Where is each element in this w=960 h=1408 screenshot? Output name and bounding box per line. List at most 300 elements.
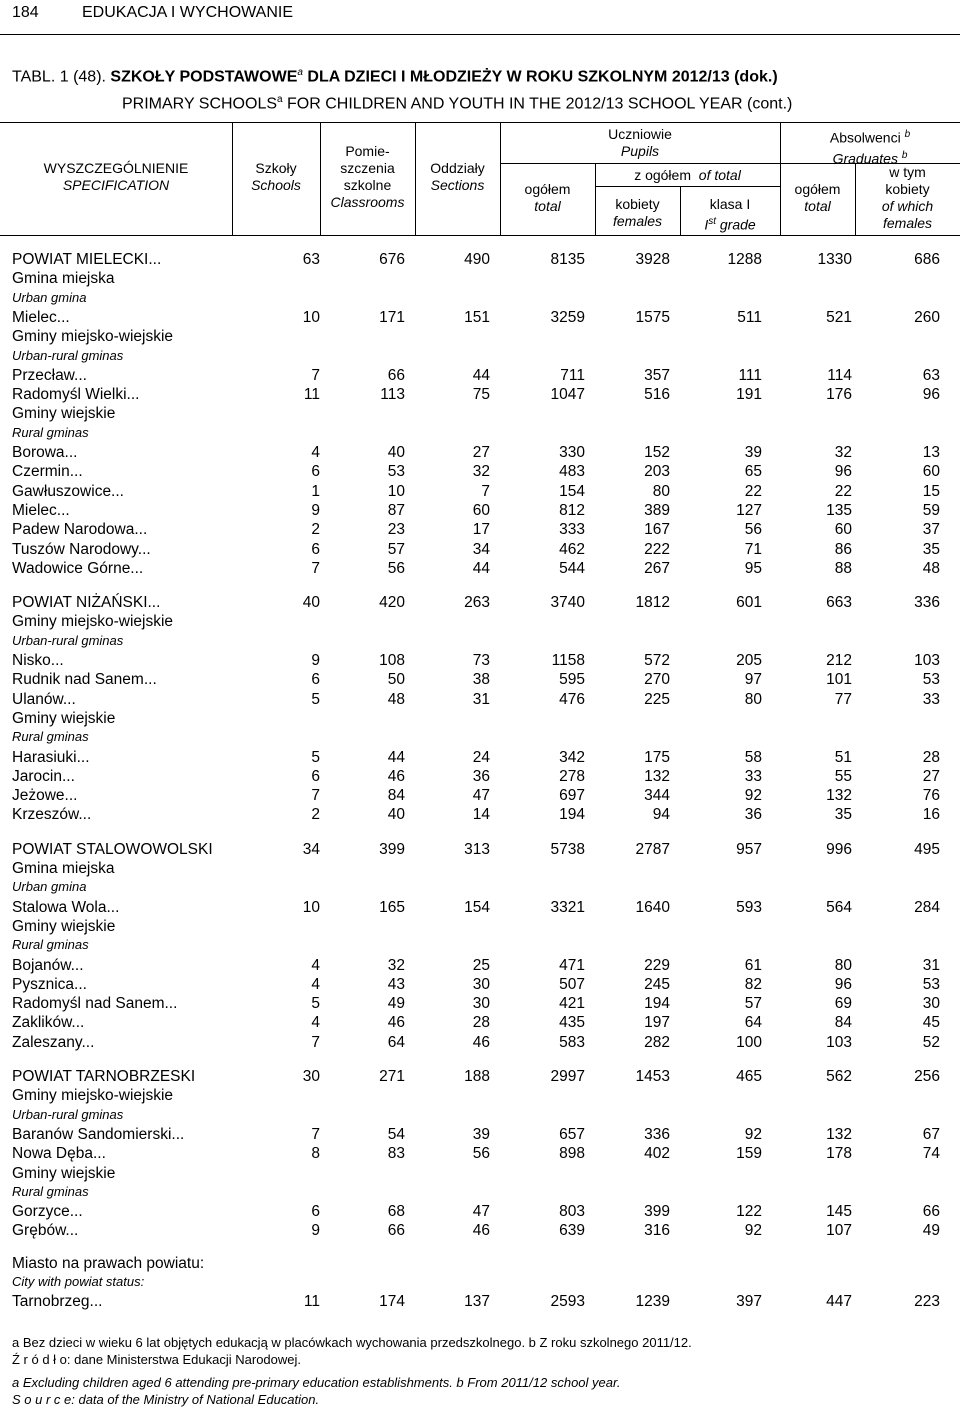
cell-value: 17 [472,521,490,539]
classrooms-pl-1: Pomie- [345,143,390,159]
table-row [0,898,960,917]
cell-value: 40 [387,806,405,824]
cell-value: 1640 [635,898,670,916]
cell-value: 402 [644,1145,670,1163]
cell-value: 593 [736,898,762,916]
table-row [0,786,960,805]
sections-pl: Oddziały [430,160,485,176]
cell-value: 245 [644,975,670,993]
cell-value: 152 [644,444,670,461]
row-label: Gminy wiejskie [12,1164,116,1182]
grade-sup: st [708,216,716,227]
row-label: POWIAT MIELECKI... [12,251,162,268]
sections-en: Sections [430,177,485,193]
cell-value: 1330 [817,251,852,268]
spec-en: SPECIFICATION [62,177,170,193]
row-label: Nisko... [12,652,64,669]
cell-value: 282 [644,1033,670,1051]
table-row [0,1144,960,1163]
cell-value: 64 [744,1014,762,1032]
cell-value: 191 [736,386,762,404]
cell-value: 9 [311,652,320,669]
row-label: Urban-rural gminas [12,632,124,648]
cell-value: 47 [472,787,490,805]
cell-value: 812 [559,501,585,519]
cell-value: 657 [559,1125,585,1143]
cell-value: 9 [311,1222,320,1240]
table-row [0,520,960,539]
cell-value: 65 [744,463,762,481]
cell-value: 33 [922,690,940,708]
cell-value: 73 [472,652,490,669]
cell-value: 167 [644,521,670,539]
title-prefix: TABL. 1 (48). [12,68,111,86]
cell-value: 595 [559,671,585,689]
cell-value: 94 [652,806,670,824]
header-top-rule [0,122,960,123]
table-title-pl [12,67,778,86]
cell-value: 2593 [550,1293,585,1311]
cell-value: 54 [387,1125,405,1143]
cell-value: 7 [311,1125,320,1143]
cell-value: 44 [387,748,405,766]
cell-value: 3259 [550,308,585,326]
cell-value: 6 [311,767,320,785]
group-label [0,1254,960,1273]
cell-value: 76 [922,787,940,805]
cell-value: 77 [834,690,852,708]
cell-value: 50 [387,671,405,689]
cell-value: 67 [922,1125,940,1143]
of-total-header [595,167,780,184]
table-row [0,482,960,501]
cell-value: 447 [826,1293,852,1311]
row-label: Tarnobrzeg... [12,1293,103,1311]
cell-value: 16 [922,806,940,824]
cell-value: 66 [387,1222,405,1240]
cell-value: 174 [379,1293,405,1311]
cell-value: 86 [834,540,852,558]
cell-value: 88 [834,559,852,577]
cell-value: 68 [387,1203,405,1221]
cell-value: 51 [834,748,852,766]
cell-value: 205 [736,652,762,669]
row-label: Wadowice Górne... [12,559,144,577]
running-header [0,0,960,36]
cell-value: 53 [922,975,940,993]
graduates-females-pl-1: w tym [889,164,926,180]
cell-value: 176 [826,386,852,404]
cell-value: 145 [826,1203,852,1221]
group-label [0,404,960,423]
cell-value: 46 [472,1033,490,1051]
cell-value: 9 [311,501,320,519]
cell-value: 84 [834,1014,852,1032]
cell-value: 188 [464,1068,490,1085]
schools-pl: Szkoły [255,160,297,176]
cell-value: 165 [379,898,405,916]
cell-value: 35 [834,806,852,824]
row-label: POWIAT NIŻAŃSKI... [12,594,161,612]
table-row [0,1292,960,1311]
cell-value: 111 [738,366,762,384]
cell-value: 113 [380,386,405,404]
cell-value: 32 [387,956,405,974]
row-label: Zaklików... [12,1014,85,1032]
cell-value: 2 [311,521,320,539]
cell-value: 194 [559,806,585,824]
row-label: Gawłuszowice... [12,482,124,500]
table-row [0,1221,960,1240]
cell-value: 2 [311,806,320,824]
table-row [0,748,960,767]
row-label: Grębów... [12,1222,79,1240]
cell-value: 95 [744,559,762,577]
cell-value: 159 [736,1145,762,1163]
row-label: Rural gminas [12,1183,89,1199]
cell-value: 171 [379,308,405,326]
cell-value: 697 [559,787,585,805]
cell-value: 55 [834,767,852,785]
group-label-en [0,936,960,953]
cell-value: 83 [387,1145,405,1163]
row-label: Radomyśl nad Sanem... [12,995,178,1013]
cell-value: 420 [379,594,405,612]
graduates-females-pl-2: kobiety [885,181,930,197]
table-row [0,250,960,269]
cell-value: 27 [922,767,940,785]
table-row [0,559,960,578]
table-row [0,540,960,559]
cell-value: 1575 [635,308,670,326]
table-row [0,1033,960,1052]
cell-value: 483 [559,463,585,481]
cell-value: 114 [827,366,852,384]
cell-value: 100 [736,1033,762,1051]
footnote-pl-1: a Bez dzieci w wieku 6 lat objętych edukacją w placówkach wychowania przedszkolnego. b Z roku szkolnego 2011/12. [12,1335,692,1350]
pupils-total-en: total [534,198,561,214]
classrooms-pl-3: szkolne [343,177,392,193]
group-label-en [0,728,960,745]
row-label: Rudnik nad Sanem... [12,671,157,689]
cell-value: 56 [744,521,762,539]
table-row [0,1202,960,1221]
graduates-total-en: total [804,198,831,214]
cell-value: 127 [736,501,762,519]
cell-value: 178 [826,1145,852,1163]
cell-value: 53 [922,671,940,689]
cell-value: 803 [559,1203,585,1221]
cell-value: 49 [922,1222,940,1240]
cell-value: 35 [922,540,940,558]
cell-value: 22 [834,482,852,500]
group-label-en [0,289,960,306]
row-label: Gminy wiejskie [12,709,116,727]
cell-value: 471 [559,956,585,974]
cell-value: 7 [481,482,490,500]
group-label [0,917,960,936]
cell-value: 75 [472,386,490,404]
grade-header [680,196,780,234]
group-label [0,709,960,728]
cell-value: 63 [302,251,320,268]
cell-value: 22 [744,482,762,500]
cell-value: 336 [914,594,940,612]
pupils-total-pl: ogółem [524,181,571,197]
row-label: Jeżowe... [12,787,78,805]
cell-value: 333 [559,521,585,539]
cell-value: 47 [472,1203,490,1221]
cell-value: 2787 [635,840,670,858]
row-label: Bojanów... [12,956,84,974]
cell-value: 6 [311,540,320,558]
row-label: Gminy wiejskie [12,405,116,423]
table-row [0,443,960,462]
cell-value: 84 [387,787,405,805]
cell-value: 154 [559,482,585,500]
cell-value: 435 [559,1014,585,1032]
pupils-total-header [500,181,595,215]
group-label-en [0,878,960,895]
cell-value: 399 [379,840,405,858]
cell-value: 313 [464,840,490,858]
cell-value: 39 [744,444,762,461]
cell-value: 46 [472,1222,490,1240]
cell-value: 316 [644,1222,670,1240]
cell-value: 45 [922,1014,940,1032]
graduates-sup: b [904,129,911,140]
cell-value: 28 [472,1014,490,1032]
group-label-en [0,1183,960,1200]
cell-value: 562 [826,1068,852,1085]
cell-value: 74 [922,1145,940,1163]
grade-en-1: I [704,216,709,233]
group-label [0,612,960,631]
row-label: Harasiuki... [12,748,90,766]
cell-value: 5738 [550,840,585,858]
cell-value: 507 [559,975,585,993]
cell-value: 132 [826,787,852,805]
table-row [0,994,960,1013]
cell-value: 151 [464,308,490,326]
table-row [0,308,960,327]
row-label: Krzeszów... [12,806,92,824]
of-total-en: of total [698,167,741,183]
row-label: Gmina miejska [12,270,115,288]
graduates-total-pl: ogółem [794,181,841,197]
schools-en: Schools [251,177,301,193]
cell-value: 212 [826,652,852,669]
cell-value: 957 [736,840,762,858]
group-label-en [0,1106,960,1123]
cell-value: 30 [472,995,490,1013]
cell-value: 2997 [550,1068,585,1085]
row-label: Gminy miejsko-wiejskie [12,328,174,346]
cell-value: 15 [922,482,940,500]
cell-value: 521 [826,308,852,326]
cell-value: 175 [644,748,670,766]
cell-value: 39 [472,1125,490,1143]
group-label-en [0,424,960,441]
cell-value: 69 [834,995,852,1013]
cell-value: 516 [644,386,670,404]
cell-value: 10 [387,482,405,500]
cell-value: 46 [387,1014,405,1032]
graduates-females-header [855,164,960,232]
cell-value: 284 [914,898,940,916]
cell-value: 5 [311,748,320,766]
cell-value: 53 [387,463,405,481]
table-row [0,366,960,385]
title-en-sup: a [277,94,283,105]
title-bold-2: DLA DZIECI I MŁODZIEŻY W ROKU SZKOLNYM 2012/13 (dok.) [302,68,778,86]
sections-header [415,160,500,194]
table-row [0,1067,960,1086]
row-label: Urban-rural gminas [12,347,124,363]
group-label-en [0,1273,960,1290]
cell-value: 11 [303,386,320,404]
cell-value: 97 [744,671,762,689]
group-label [0,859,960,878]
row-label: Pysznica... [12,975,87,993]
cell-value: 10 [302,898,320,916]
cell-value: 5 [311,690,320,708]
cell-value: 3321 [550,898,585,916]
grade-pl: klasa I [709,196,751,212]
cell-value: 711 [560,366,585,384]
cell-value: 194 [644,995,670,1013]
of-total-pl: z ogółem [634,167,691,183]
table-row [0,767,960,786]
row-label: Gminy wiejskie [12,917,116,935]
group-label [0,1164,960,1183]
grade-en-2: grade [715,216,756,233]
cell-value: 82 [744,975,762,993]
table-row [0,670,960,689]
cell-value: 4 [311,975,320,993]
group-label [0,269,960,288]
cell-value: 107 [826,1222,852,1240]
graduates-en-sup: b [901,149,908,161]
graduates-females-en-2: females [882,215,933,231]
group-label-en [0,347,960,364]
pupils-pl: Uczniowie [608,126,672,142]
title-en-2: FOR CHILDREN AND YOUTH IN THE 2012/13 SCHOOL YEAR (cont.) [282,95,793,113]
cell-value: 52 [922,1033,940,1051]
cell-value: 11 [303,1293,320,1311]
cell-value: 1288 [727,251,762,268]
cell-value: 399 [644,1203,670,1221]
row-label: Mielec... [12,501,70,519]
row-label: Urban gmina [12,289,87,305]
classrooms-en: Classrooms [330,194,405,210]
cell-value: 25 [472,956,490,974]
cell-value: 5 [311,995,320,1013]
table-title-en [122,94,792,113]
cell-value: 30 [922,995,940,1013]
cell-value: 59 [922,501,940,519]
cell-value: 583 [559,1033,585,1051]
cell-value: 49 [387,995,405,1013]
cell-value: 31 [472,690,490,708]
cell-value: 28 [922,748,940,766]
cell-value: 63 [922,366,940,384]
cell-value: 898 [559,1145,585,1163]
cell-value: 1453 [635,1068,670,1085]
row-label: Zaleszany... [12,1033,95,1051]
table-row [0,462,960,481]
row-label: Rural gminas [12,424,89,440]
group-label-en [0,632,960,649]
footnote-en-2: S o u r c e: data of the Ministry of National Education. [12,1392,320,1407]
cell-value: 263 [464,594,490,612]
graduates-pl-text: Absolwenci [829,129,901,146]
row-label: Gminy miejsko-wiejskie [12,613,174,631]
cell-value: 36 [472,767,490,785]
pupils-en: Pupils [620,143,660,159]
cell-value: 203 [644,463,670,481]
cell-value: 229 [644,956,670,974]
cell-value: 357 [644,366,670,384]
cell-value: 465 [736,1068,762,1085]
row-label: Padew Narodowa... [12,521,148,539]
cell-value: 60 [472,501,490,519]
cell-value: 154 [464,898,490,916]
cell-value: 495 [914,840,940,858]
spec-pl: WYSZCZEGÓLNIENIE [43,160,189,176]
cell-value: 1158 [551,652,585,669]
header-bottom-rule [0,235,960,236]
cell-value: 101 [826,671,852,689]
cell-value: 3740 [550,594,585,612]
group-label [0,1086,960,1105]
cell-value: 389 [644,501,670,519]
row-label: Gminy miejsko-wiejskie [12,1087,174,1105]
cell-value: 6 [311,671,320,689]
cell-value: 37 [922,521,940,539]
title-sup: a [297,67,303,78]
cell-value: 7 [311,559,320,577]
table-row [0,593,960,612]
schools-header [232,160,320,194]
graduates-en-text: Graduates [832,150,898,167]
cell-value: 38 [472,671,490,689]
graduates-header [780,126,960,167]
cell-value: 476 [559,690,585,708]
cell-value: 4 [311,444,320,461]
cell-value: 397 [736,1293,762,1311]
row-label: Urban gmina [12,879,87,895]
cell-value: 48 [922,559,940,577]
row-label: Stalowa Wola... [12,898,120,916]
cell-value: 421 [559,995,585,1013]
table-row [0,956,960,975]
cell-value: 92 [744,787,762,805]
grade-en [680,213,780,234]
cell-value: 36 [744,806,762,824]
table-row [0,651,960,670]
cell-value: 80 [834,956,852,974]
classrooms-pl-2: szczenia [340,160,395,176]
pupils-header [500,126,780,160]
page-number: 184 [12,4,39,21]
cell-value: 43 [387,975,405,993]
cell-value: 462 [559,540,585,558]
table-row [0,840,960,859]
cell-value: 7 [311,1033,320,1051]
cell-value: 60 [834,521,852,539]
table-row [0,690,960,709]
